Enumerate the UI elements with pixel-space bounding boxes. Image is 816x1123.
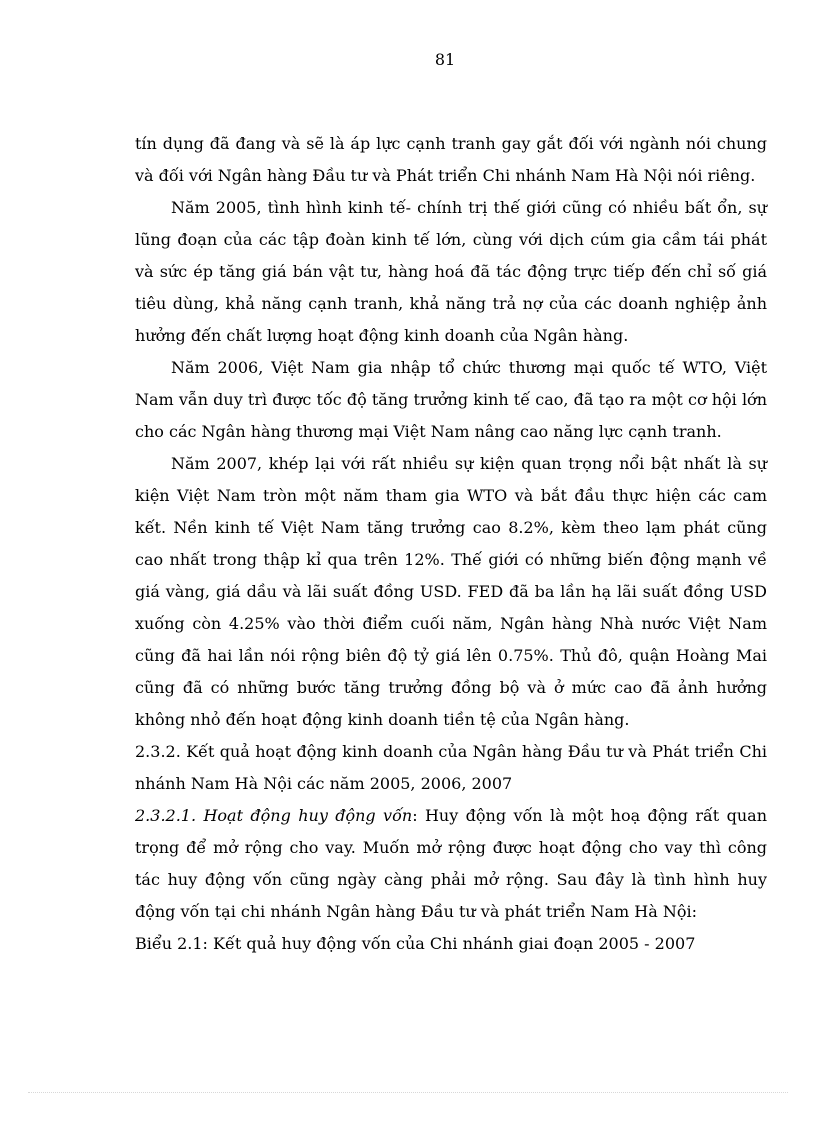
page-number: 81 [434, 50, 456, 69]
page-bottom-divider [28, 1092, 788, 1093]
paragraph-2006: Năm 2006, Việt Nam gia nhập tổ chức thương mại quốc tế WTO, Việt Nam vẫn duy trì được tốc độ tăng trưởng kinh tế cao, đã tạo ra một cơ hội lớn cho các Ngân hàng thương mại Việt Nam nâng cao năng lực cạnh tranh. [135, 358, 767, 441]
page-body [135, 128, 767, 960]
paragraph-2005: Năm 2005, tình hình kinh tế- chính trị thế giới cũng có nhiều bất ổn, sự lũng đoạn của các tập đoàn kinh tế lớn, cùng với dịch cúm gia cầm tái phát và sức ép tăng giá bán vật tư, hàng hoá đã tác động trực tiếp đến chỉ số giá tiêu dùng, khả năng cạnh tranh, khả năng trả nợ của các doanh nghiệp ảnh hưởng đến chất lượng hoạt động kinh doanh của Ngân hàng. [135, 198, 767, 345]
section-heading-2-3-2: 2.3.2. Kết quả hoạt động kinh doanh của Ngân hàng Đầu tư và Phát triển Chi nhánh Nam Hà Nội các năm 2005, 2006, 2007 [135, 742, 767, 793]
subsection-text: : Huy động vốn là một hoạ động rất quan trọng để mở rộng cho vay. Muốn mở rộng được hoạt động cho vay thì công tác huy động vốn cũng ngày càng phải mở rộng. Sau đây là tình hình huy động vốn tại chi nhánh Ngân hàng Đầu tư và phát triển Nam Hà Nội: [135, 806, 768, 921]
paragraph-1: tín dụng đã đang và sẽ là áp lực cạnh tranh gay gắt đối với ngành nói chung và đối với Ngân hàng Đầu tư và Phát triển Chi nhánh Nam Hà Nội nói riêng. [135, 134, 767, 185]
subsection-label: 2.3.2.1. Hoạt động huy động vốn [135, 806, 413, 825]
paragraph-2007: Năm 2007, khép lại với rất nhiều sự kiện quan trọng nổi bật nhất là sự kiện Việt Nam tròn một năm tham gia WTO và bắt đầu thực hiện các cam kết. Nền kinh tế Việt Nam tăng trưởng cao 8.2%, kèm theo lạm phát cũng cao nhất trong thập kỉ qua trên 12%. Thế giới có những biến động mạnh về giá vàng, giá dầu và lãi suất đồng USD. FED đã ba lần hạ lãi suất đồng USD xuống còn 4.25% vào thời điểm cuối năm, Ngân hàng Nhà nước Việt Nam cũng đã hai lần nói rộng biên độ tỷ giá lên 0.75%. Thủ đô, quận Hoàng Mai cũng đã có những bước tăng trưởng đồng bộ và ở mức cao đã ảnh hưởng không nhỏ đến hoạt động kinh doanh tiền tệ của Ngân hàng. [135, 454, 767, 729]
subsection-2-3-2-1 [135, 800, 767, 928]
table-caption: Biểu 2.1: Kết quả huy động vốn của Chi nhánh giai đoạn 2005 - 2007 [135, 934, 696, 953]
